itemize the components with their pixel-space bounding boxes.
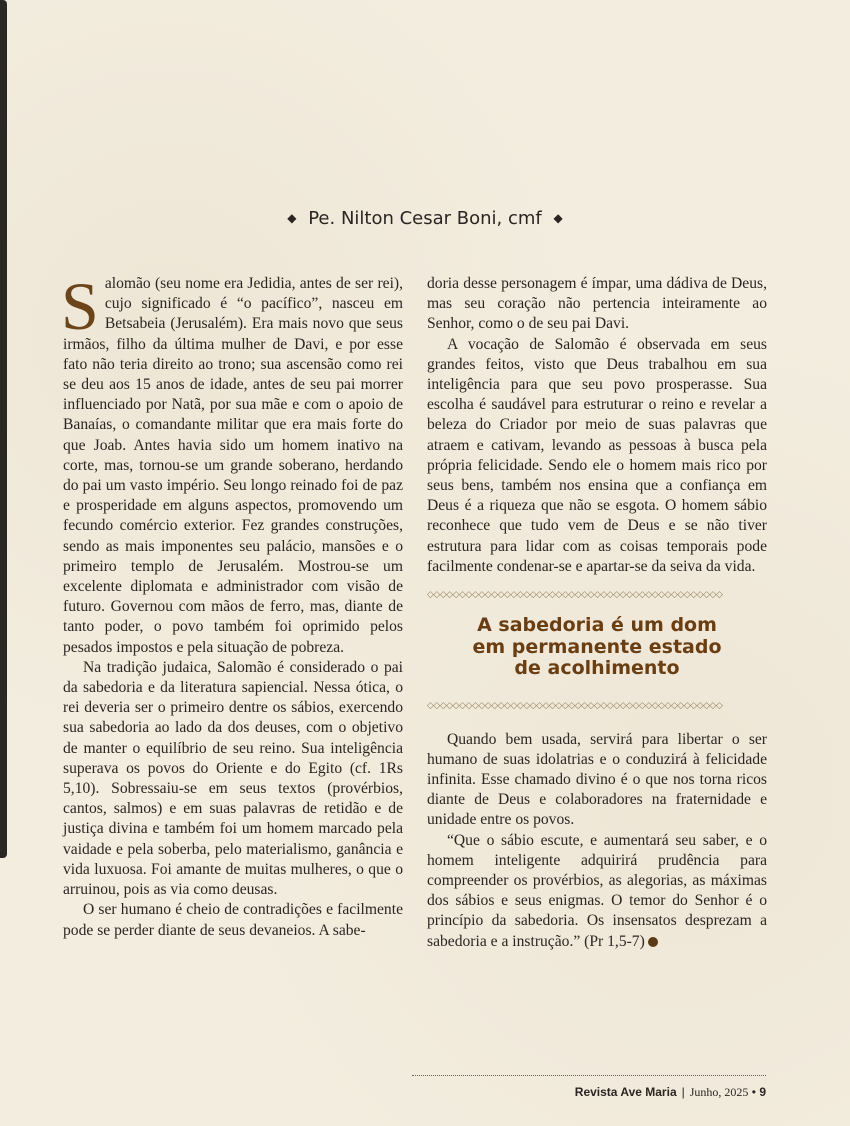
paragraph-3: O ser humano é cheio de contradições e facilmente pode se perder diante de seus devaneios. A sabe-: [63, 901, 403, 939]
paragraph-2: Na tradição judaica, Salomão é considerado o pai da sabedoria e da literatura sapiencial. Nessa ótica, o rei deveria ser o primeiro dentre os sábios, exercendo sua sabedoria ao lado da dos deuses, com o objetivo de manter o equilíbrio de seu reino. Sua inteligência superava os povos do Oriente e do Egito (cf. 1Rs 5,10). Sobressaiu-se em seus textos (provérbios, cantos, salmos) e em suas palavras de retidão e de justiça divina e também foi um homem marcado pela vaidade e pela soberba, pelo materialismo, ganância e vida luxuosa. Foi amante de muitas mulheres, o que o arruinou, pois as via como deusas.: [63, 658, 403, 899]
footer-separator: |: [681, 1085, 685, 1099]
section-subheading: A sabedoria é um dom em permanente estado de acolhimento: [472, 614, 722, 680]
paragraph-5: A vocação de Salomão é observada em seus grandes feitos, visto que Deus trabalhou em sua inteligência para que seu povo prosperasse. Sua escolha é saudável para estruturar o reino e revelar a beleza do Criador por meio de suas palavras que atraem e cativam, levando as pessoas à busca pela própria felicidade. Sendo ele o homem mais rico por seus bens, também nos ensina que a confiança em Deus é a riqueza que não se esgota. O homem sábio reconhece que tudo vem de Deus e se não tiver estrutura para lidar com as coisas temporais pode facilmente condenar-se e apartar-se da seiva da vida.: [427, 335, 767, 575]
end-mark-icon: [648, 937, 658, 947]
diamond-left-icon: ◆: [287, 211, 297, 225]
magazine-name: Revista Ave Maria: [574, 1085, 677, 1099]
footer-bullet: •: [751, 1085, 756, 1099]
page-number: 9: [759, 1085, 766, 1099]
drop-cap: S: [61, 268, 99, 344]
paragraph-7: “Que o sábio escute, e aumentará seu saber, e o homem inteligente adquirirá prudência para compreender os provérbios, as alegorias, as máximas dos sábios e seus enigmas. O temor do Senhor é o princípio da sabedoria. Os insensatos desprezam a sabedoria e a instrução.” (Pr 1,5-7): [427, 831, 767, 950]
ornament-divider-top: ◇◇◇◇◇◇◇◇◇◇◇◇◇◇◇◇◇◇◇◇◇◇◇◇◇◇◇◇◇◇◇◇◇◇◇◇◇◇◇◇◇◇◇◇◇◇: [427, 589, 723, 600]
paragraph-1: Salomão (seu nome era Jedidia, antes de ser rei), cujo significado é “o pacífico”, nasceu em Betsabeia (Jerusalém). Era mais novo que seus irmãos, filho da última mulher de Davi, e por esse fato não teria direito ao trono; sua ascensão como rei se deu aos 15 anos de idade, antes de seu pai morrer influenciado por Natã, por sua mãe e com o apoio de Banaías, o comandante militar que era mais forte do que Joab. Antes havia sido um homem inativo na corte, mas, tornou-se um grande soberano, herdando do pai um vasto império. Seu longo reinado foi de paz e prosperidade em alguns aspectos, promovendo um fecundo comércio exterior. Fez grandes construções, sendo as mais imponentes seu palácio, mansões e o primeiro templo de Jerusalém. Mostrou-se um excelente diplomata e administrador com visão de futuro. Governou com mãos de ferro, mas, diante de tanto poder, o povo também foi oprimido pelos pesados impostos e pela situação de pobreza.: [61, 268, 403, 656]
author-byline: [0, 208, 850, 229]
author-name: Pe. Nilton Cesar Boni, cmf: [308, 208, 542, 229]
page-edge-shadow: [0, 0, 7, 858]
paragraph-6: Quando bem usada, servirá para libertar o ser humano de suas idolatrias e o conduzirá à felicidade infinita. Esse chamado divino é o que nos torna ricos diante de Deus e colaboradores na fraternidade e unidade entre os povos.: [427, 730, 767, 829]
issue-date: Junho, 2025: [689, 1085, 749, 1099]
paragraph-4: doria desse personagem é ímpar, uma dádiva de Deus, mas seu coração não pertencia inteiramente ao Senhor, como o de seu pai Davi.: [427, 275, 767, 333]
diamond-right-icon: ◆: [553, 211, 563, 225]
right-column: [427, 274, 767, 952]
ornament-divider-bottom: ◇◇◇◇◇◇◇◇◇◇◇◇◇◇◇◇◇◇◇◇◇◇◇◇◇◇◇◇◇◇◇◇◇◇◇◇◇◇◇◇◇◇◇◇◇◇: [427, 699, 723, 710]
page-footer: [575, 1085, 766, 1100]
footer-rule: [412, 1075, 766, 1076]
left-column: [61, 268, 403, 941]
